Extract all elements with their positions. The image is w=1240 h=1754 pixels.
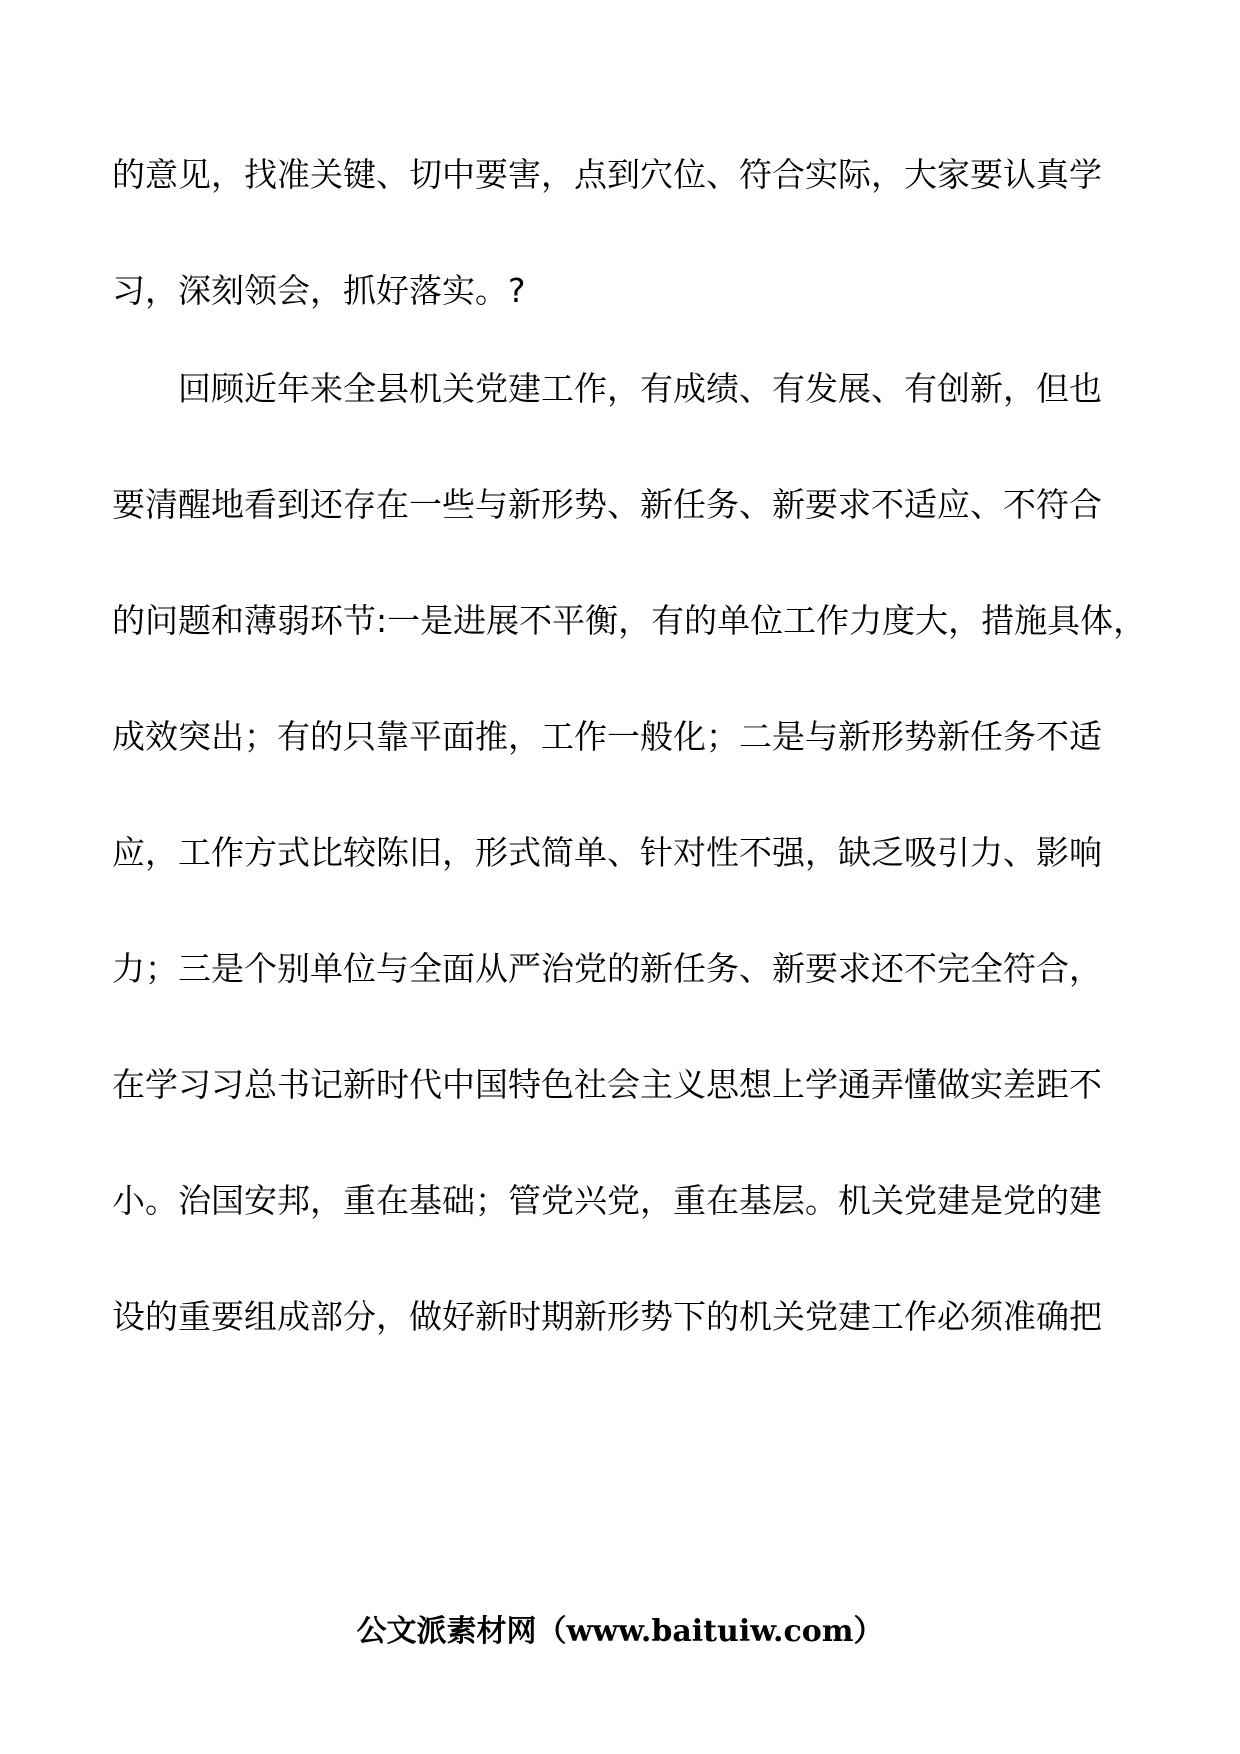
body-line-4: 要清醒地看到还存在一些与新形势、新任务、新要求不适应、不符合 (112, 485, 1102, 524)
page-footer: 公文派素材网（www.baituiw.com） (356, 1614, 884, 1649)
body-line-6: 成效突出；有的只靠平面推，工作一般化；二是与新形势新任务不适 (112, 717, 1102, 756)
body-line-11: 设的重要组成部分，做好新时期新形势下的机关党建工作必须准确把 (112, 1297, 1102, 1336)
body-line-7: 应，工作方式比较陈旧，形式简单、针对性不强，缺乏吸引力、影响 (112, 833, 1102, 872)
body-line-5: 的问题和薄弱环节:一是进展不平衡，有的单位工作力度大，措施具体， (112, 601, 1147, 640)
body-line-9: 在学习习总书记新时代中国特色社会主义思想上学通弄懂做实差距不 (112, 1065, 1102, 1104)
body-line-3: 回顾近年来全县机关党建工作，有成绩、有发展、有创新，但也 (112, 369, 1102, 408)
body-line-10: 小。治国安邦，重在基础；管党兴党，重在基层。机关党建是党的建 (112, 1181, 1102, 1220)
body-line-2: 习，深刻领会，抓好落实。? (112, 271, 526, 310)
body-line-1: 的意见，找准关键、切中要害，点到穴位、符合实际，大家要认真学 (112, 155, 1102, 194)
body-line-8: 力；三是个别单位与全面从严治党的新任务、新要求还不完全符合， (112, 949, 1102, 988)
